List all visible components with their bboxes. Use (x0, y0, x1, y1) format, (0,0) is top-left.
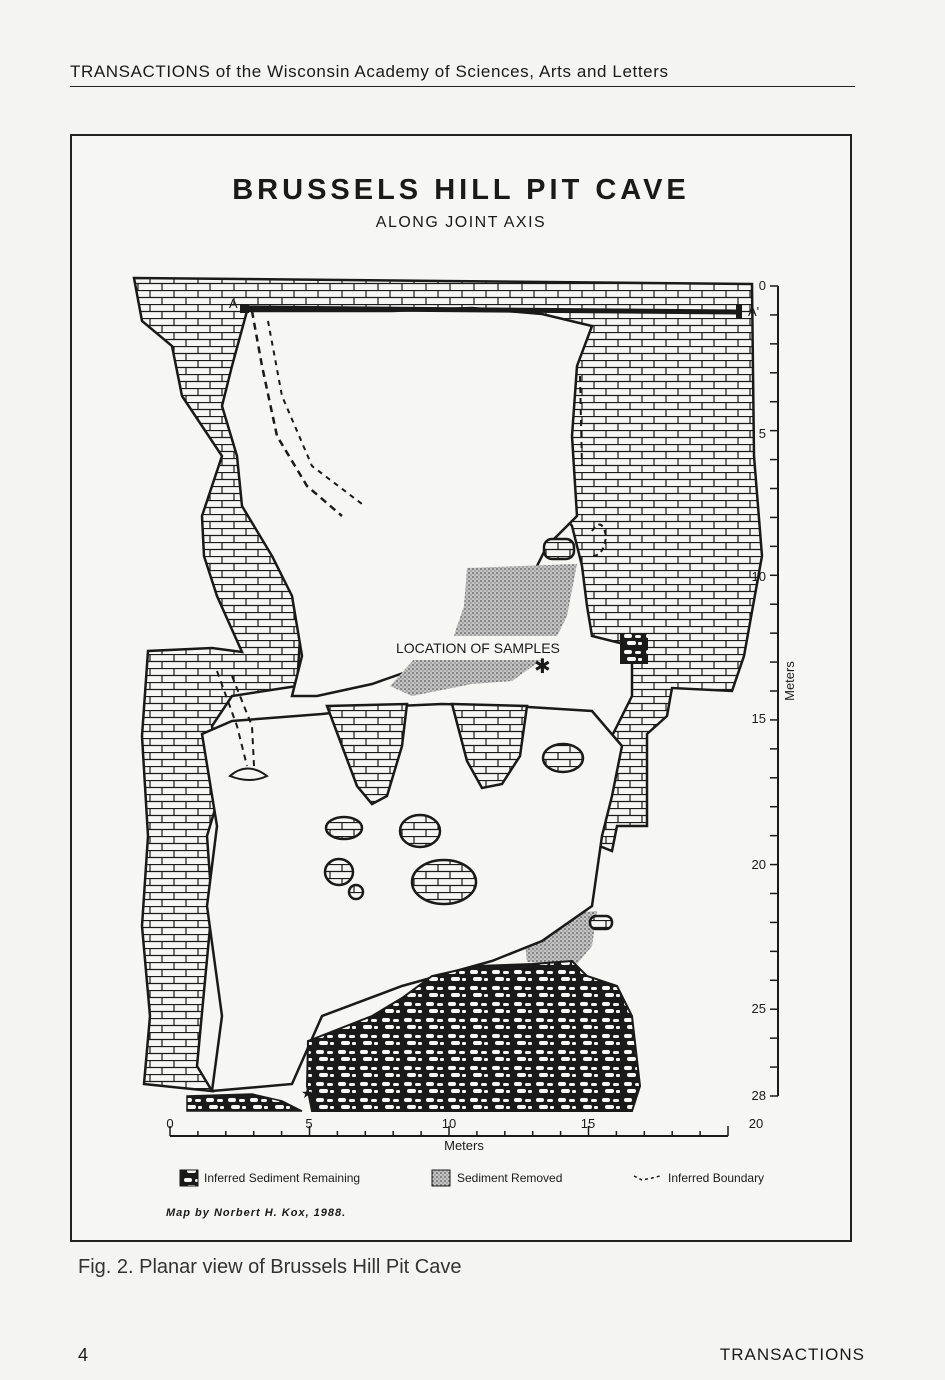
scale-tick-label: 0 (166, 1116, 174, 1131)
horizontal-scale-bar (166, 1116, 763, 1153)
running-header: TRANSACTIONS of the Wisconsin Academy of Sciences, Arts and Letters (70, 62, 855, 87)
rock-island (326, 817, 362, 839)
scale-tick-label: 20 (748, 1116, 764, 1131)
section-end-label: A' (748, 304, 760, 319)
scale-tick-label: 10 (441, 1116, 457, 1131)
legend-sediment-remaining-swatch (180, 1170, 198, 1186)
map-legend (180, 1170, 764, 1186)
legend-sediment-removed-swatch (432, 1170, 450, 1186)
section-line-marker-left (240, 304, 249, 313)
map-title: BRUSSELS HILL PIT CAVE (232, 174, 690, 206)
legend-inferred-boundary-icon (634, 1176, 660, 1180)
section-start-label: A (229, 296, 238, 311)
scale-tick-label: 15 (580, 1116, 596, 1131)
rock-island (543, 744, 583, 772)
map-subtitle: ALONG JOINT AXIS (375, 214, 547, 231)
sediment-remaining-rubble (187, 1094, 302, 1111)
scale-tick-label: 0 (758, 278, 766, 293)
sediment-remaining-rubble (620, 634, 648, 664)
section-line-marker-right (736, 305, 742, 318)
vertical-scale-bar (752, 278, 797, 1103)
scale-tick-label: 25 (751, 1001, 766, 1016)
legend-label: Inferred Boundary (668, 1171, 765, 1185)
rock-island (325, 859, 353, 885)
rock-island (590, 916, 612, 929)
cave-plan-map (72, 136, 854, 1244)
running-footer: TRANSACTIONS (719, 1345, 865, 1364)
rock-island (544, 539, 574, 559)
samples-location-label: LOCATION OF SAMPLES (396, 640, 560, 656)
vertical-scale-title: Meters (782, 661, 797, 701)
scale-tick-label: 20 (751, 857, 766, 872)
rock-island (400, 815, 440, 847)
map-credit: Map by Norbert H. Kox, 1988. (166, 1207, 347, 1219)
scale-tick-label: 5 (758, 426, 766, 441)
horizontal-scale-title: Meters (444, 1138, 484, 1153)
page-number: 4 (78, 1345, 89, 1365)
legend-label: Sediment Removed (457, 1171, 563, 1185)
rock-island (412, 860, 476, 904)
legend-label: Inferred Sediment Remaining (204, 1171, 361, 1185)
sample-site-marker-icon: ✱ (534, 656, 551, 678)
entrance-marker-icon: ★ (301, 1085, 314, 1101)
scale-tick-label: 15 (751, 711, 766, 726)
figure-caption: Fig. 2. Planar view of Brussels Hill Pit Cave (78, 1256, 462, 1278)
scale-tick-label: 10 (751, 569, 766, 584)
scale-tick-label: 5 (305, 1116, 313, 1131)
figure-frame (70, 134, 852, 1242)
rock-island (349, 885, 363, 899)
scale-tick-label: 28 (751, 1088, 766, 1103)
